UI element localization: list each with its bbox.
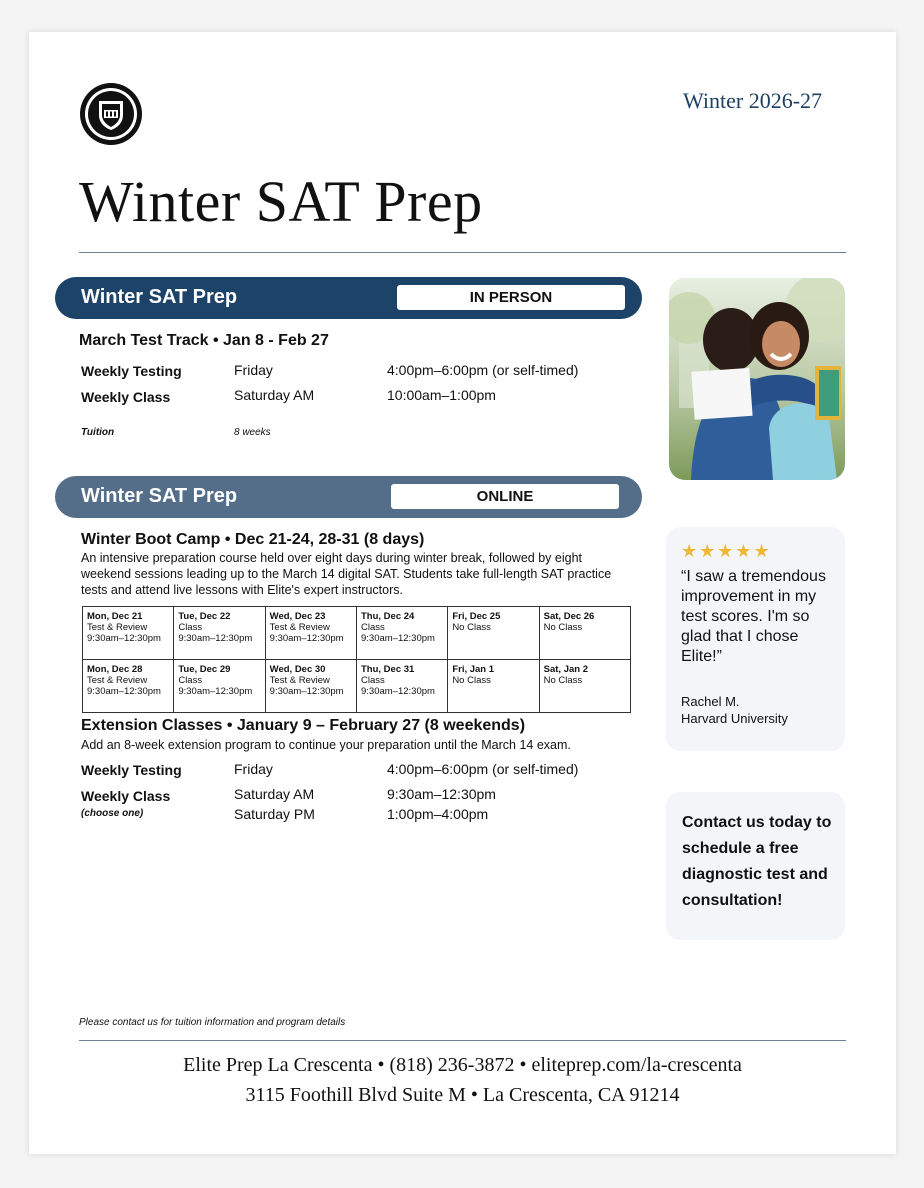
schedule-type: Test & Review <box>87 675 148 686</box>
testimonial-card <box>666 527 845 751</box>
ip-class-day: Saturday AM <box>234 387 315 403</box>
tuition-note: Please contact us for tuition information and program details <box>79 1017 346 1028</box>
in-person-banner <box>55 277 642 319</box>
schedule-cell <box>83 607 174 660</box>
schedule-type: Class <box>360 622 385 633</box>
rating-stars-icon: ★★★★★ <box>681 541 772 561</box>
ext-class-note: (choose one) <box>81 808 144 819</box>
bootcamp-title: Winter Boot Camp • Dec 21-24, 28-31 (8 days) <box>81 531 425 548</box>
extension-description: Add an 8-week extension program to continue your preparation until the March 14 exam. <box>81 738 571 752</box>
ext-class-time-2: 1:00pm–4:00pm <box>387 806 489 822</box>
schedule-type: Class <box>360 675 385 686</box>
extension-title: Extension Classes • January 9 – February 27 (8 weekends) <box>81 717 526 734</box>
schedule-cell <box>174 607 265 660</box>
online-banner-title: Winter SAT Prep <box>81 485 238 507</box>
testimonial-author <box>681 693 788 727</box>
header-divider <box>79 252 846 253</box>
schedule-type: Test & Review <box>269 622 330 633</box>
students-hugging-photo <box>669 278 845 480</box>
schedule-time: 9:30am–12:30pm <box>178 686 253 697</box>
footer-contact-line: Elite Prep La Crescenta • (818) 236-3872 • eliteprep.com/la-crescenta <box>183 1054 742 1076</box>
shield-logo-icon <box>80 83 142 145</box>
testimonial-name: Rachel M. <box>681 694 740 709</box>
schedule-day: Thu, Dec 24 <box>360 611 415 622</box>
schedule-day: Fri, Jan 1 <box>452 664 495 675</box>
schedule-day: Sat, Dec 26 <box>543 611 595 622</box>
online-badge: ONLINE <box>391 484 619 509</box>
schedule-time: 9:30am–12:30pm <box>360 686 435 697</box>
schedule-day: Tue, Dec 22 <box>178 611 231 622</box>
tuition-label: Tuition <box>81 427 115 438</box>
in-person-banner-title: Winter SAT Prep <box>81 286 238 308</box>
page-title: Winter SAT Prep <box>79 169 483 234</box>
flyer-page <box>29 32 896 1154</box>
ip-class-label: Weekly Class <box>81 389 171 405</box>
bootcamp-description: An intensive preparation course held over eight days during winter break, followed by eight weekend sessions leading up to the March 14 digital SAT. Students take full-length SAT practice tests and attend live lessons with Elite's expert instructors. <box>81 551 612 597</box>
ext-testing-time: 4:00pm–6:00pm (or self-timed) <box>387 761 579 777</box>
schedule-day: Fri, Dec 25 <box>452 611 501 622</box>
schedule-type: No Class <box>452 675 491 686</box>
schedule-day: Wed, Dec 23 <box>269 611 326 622</box>
schedule-time: 9:30am–12:30pm <box>87 686 161 697</box>
ext-class-label: Weekly Class <box>81 788 171 804</box>
schedule-type: Test & Review <box>87 622 148 633</box>
schedule-time: 9:30am–12:30pm <box>87 633 161 644</box>
tuition-value: 8 weeks <box>234 427 271 438</box>
schedule-type: Test & Review <box>269 675 330 686</box>
schedule-type: Class <box>178 675 203 686</box>
schedule-cell <box>356 660 447 713</box>
schedule-type: No Class <box>543 675 583 686</box>
schedule-time: 9:30am–12:30pm <box>360 633 435 644</box>
ext-testing-day: Friday <box>234 761 273 777</box>
online-banner <box>55 476 642 518</box>
schedule-cell <box>448 607 539 660</box>
ip-class-time: 10:00am–1:00pm <box>387 387 496 403</box>
schedule-time: 9:30am–12:30pm <box>269 633 344 644</box>
contact-card <box>666 792 845 940</box>
schedule-cell <box>265 660 356 713</box>
schedule-day: Tue, Dec 29 <box>178 664 231 675</box>
schedule-day: Wed, Dec 30 <box>269 664 326 675</box>
ext-class-time-1: 9:30am–12:30pm <box>387 786 496 802</box>
footer-divider <box>79 1040 846 1041</box>
schedule-type: Class <box>178 622 203 633</box>
schedule-day: Mon, Dec 28 <box>87 664 143 675</box>
schedule-time: 9:30am–12:30pm <box>269 686 344 697</box>
schedule-cell <box>265 607 356 660</box>
schedule-type: No Class <box>543 622 583 633</box>
ext-class-day-2: Saturday PM <box>234 806 315 822</box>
testimonial-quote: “I saw a tremendous improvement in my test scores. I'm so glad that I chose Elite!” <box>681 568 826 665</box>
ext-class-day-1: Saturday AM <box>234 786 315 802</box>
bootcamp-schedule-table <box>82 606 631 713</box>
schedule-type: No Class <box>452 622 491 633</box>
schedule-cell <box>83 660 174 713</box>
schedule-row <box>83 607 631 660</box>
schedule-cell <box>448 660 539 713</box>
ext-testing-label: Weekly Testing <box>81 762 182 778</box>
schedule-day: Thu, Dec 31 <box>360 664 415 675</box>
testimonial-school: Harvard University <box>681 711 788 726</box>
in-person-badge: IN PERSON <box>397 285 625 310</box>
contact-card-text: Contact us today to schedule a free diagnostic test and consultation! <box>682 814 832 909</box>
schedule-day: Sat, Jan 2 <box>543 664 588 675</box>
schedule-cell <box>539 660 630 713</box>
season-label: Winter 2026-27 <box>683 88 823 113</box>
schedule-cell <box>356 607 447 660</box>
schedule-cell <box>539 607 630 660</box>
march-track-title: March Test Track • Jan 8 - Feb 27 <box>79 332 329 349</box>
ip-testing-time: 4:00pm–6:00pm (or self-timed) <box>387 362 579 378</box>
footer-address-line: 3115 Foothill Blvd Suite M • La Crescenta, CA 91214 <box>245 1084 680 1106</box>
schedule-time: 9:30am–12:30pm <box>178 633 253 644</box>
schedule-row <box>83 660 631 713</box>
ip-testing-day: Friday <box>234 362 273 378</box>
ip-testing-label: Weekly Testing <box>81 363 182 379</box>
schedule-cell <box>174 660 265 713</box>
schedule-day: Mon, Dec 21 <box>87 611 143 622</box>
